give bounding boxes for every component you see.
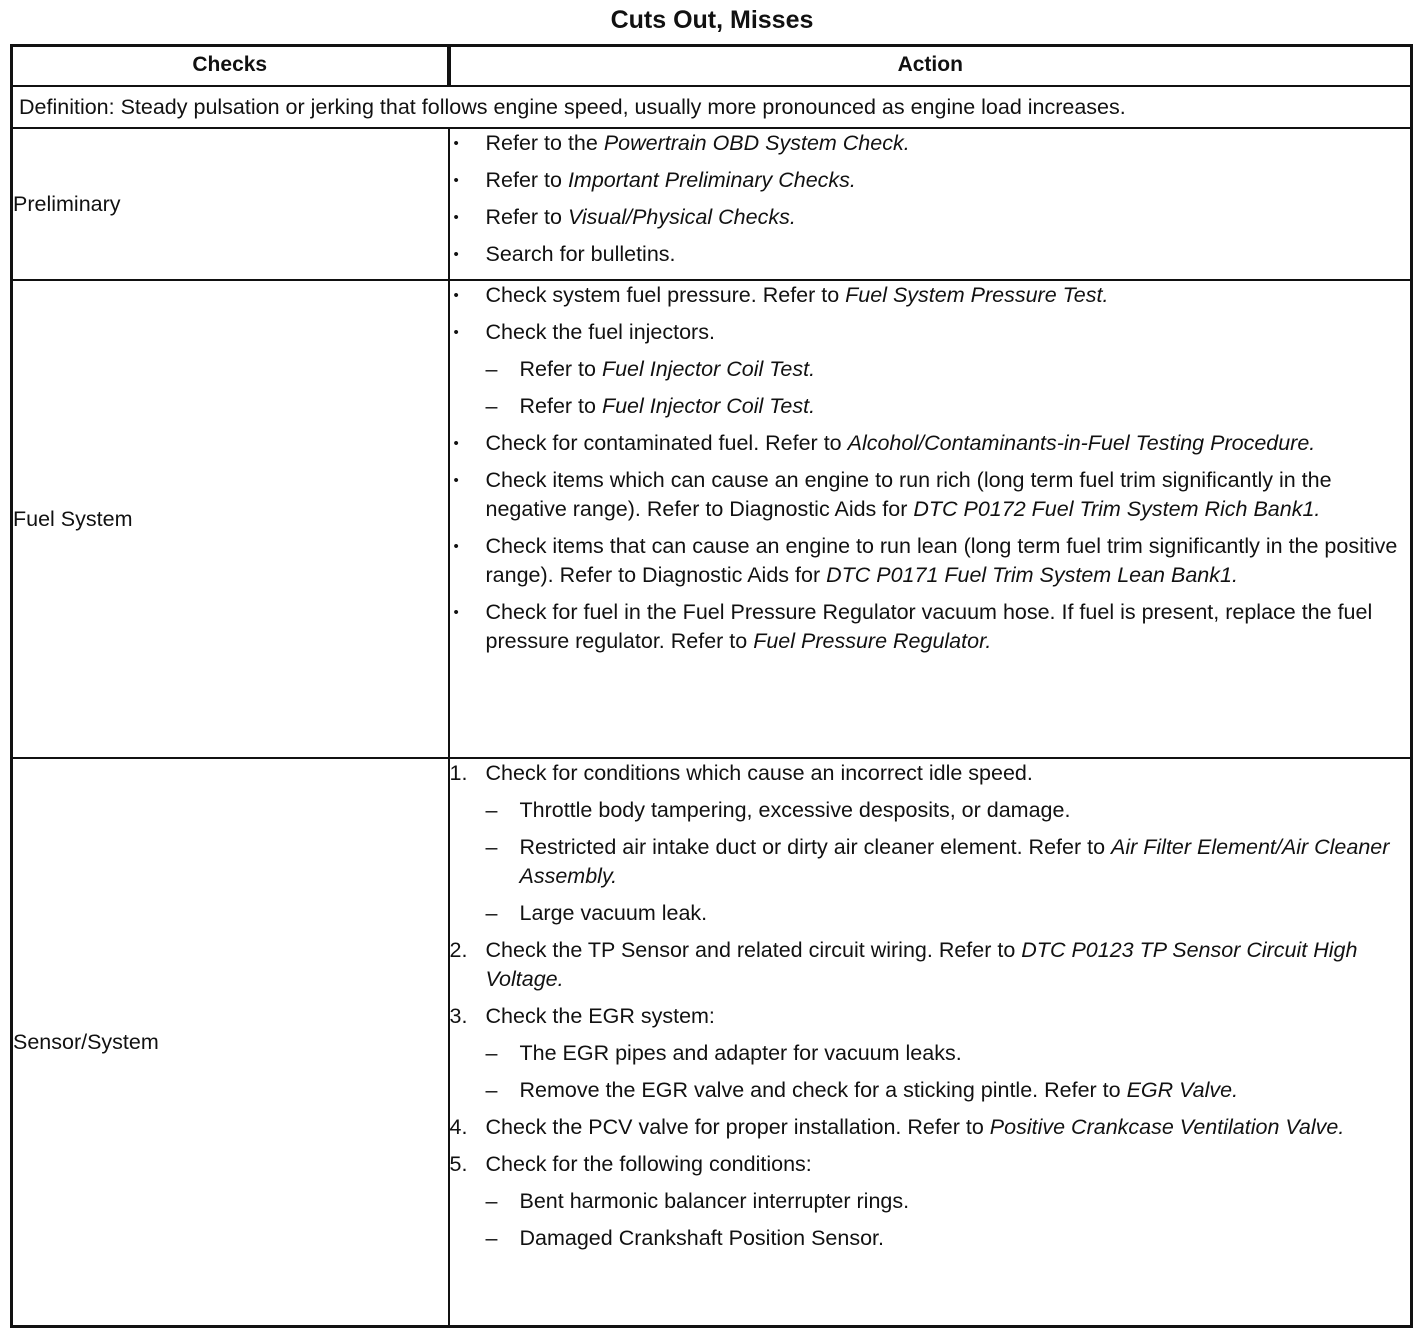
list-item: • Check for contaminated fuel. Refer to Alcohol/Contaminants-in-Fuel Testing Procedure. (450, 429, 1411, 458)
reference-link: Important Preliminary Checks. (567, 168, 856, 192)
reference-link: DTC P0171 Fuel Trim System Lean Bank1. (826, 563, 1238, 587)
action-cell-sensor-system (449, 758, 1412, 1327)
dash-marker: – (485, 1041, 498, 1065)
numbered-step: 2. Check the TP Sensor and related circuit wiring. Refer to DTC P0123 TP Sensor Circuit High Voltage. (450, 936, 1411, 994)
numbered-step: 5. Check for the following conditions: – Bent harmonic balancer interrupter rings. – Damaged Crankshaft Position Sensor. (450, 1150, 1411, 1253)
numbered-step: 1. Check for conditions which cause an incorrect idle speed. – Throttle body tampering, excessive desposits, or damage. – Restricted air intake duct or dirty air cleaner element. Refer to Air Filter Element/Air Cleaner Assembly. – Large vacuum leak. (450, 759, 1411, 928)
check-label-preliminary: Preliminary (12, 128, 449, 280)
sub-list-item: – Refer to Fuel Injector Coil Test. (486, 392, 1411, 421)
bullet-marker: • (453, 538, 459, 555)
bullet-marker: • (453, 472, 459, 489)
dash-marker: – (485, 901, 498, 925)
sub-list-item: – Refer to Fuel Injector Coil Test. (486, 355, 1411, 384)
reference-link: EGR Valve. (1126, 1078, 1239, 1102)
dash-marker: – (485, 1226, 498, 1250)
step-number: 4. (449, 1115, 468, 1139)
table-row-preliminary (12, 128, 1412, 280)
list-item: • Check items that can cause an engine to run lean (long term fuel trim significantly in the positive range). Refer to Diagnostic Aids for DTC P0171 Fuel Trim System Lean Bank1. (450, 532, 1411, 590)
action-cell-fuel-system (449, 280, 1412, 758)
dash-marker: – (485, 835, 498, 859)
table-row-sensor-system (12, 758, 1412, 1327)
step-number: 2. (449, 938, 468, 962)
reference-link: Powertrain OBD System Check. (603, 131, 910, 155)
bullet-marker: • (453, 604, 459, 621)
reference-link: Fuel Pressure Regulator. (753, 629, 992, 653)
action-cell-preliminary (449, 128, 1412, 280)
reference-link: DTC P0123 TP Sensor Circuit High Voltage. (485, 938, 1358, 991)
checks-column-header: Checks (12, 46, 449, 87)
list-item: • Check items which can cause an engine to run rich (long term fuel trim significantly in the negative range). Refer to Diagnostic Aids for DTC P0172 Fuel Trim System Rich Bank1. (450, 466, 1411, 524)
reference-link: DTC P0172 Fuel Trim System Rich Bank1. (913, 497, 1321, 521)
page-title: Cuts Out, Misses (610, 6, 814, 34)
list-item: • Refer to the Powertrain OBD System Check. (450, 129, 1411, 158)
list-item: • Refer to Visual/Physical Checks. (450, 203, 1411, 232)
reference-link: Air Filter Element/Air Cleaner Assembly. (519, 835, 1390, 888)
step-number: 3. (449, 1004, 468, 1028)
sub-list-item: – Bent harmonic balancer interrupter rings. (486, 1187, 1411, 1216)
table-header-row (12, 46, 1412, 87)
numbered-step: 4. Check the PCV valve for proper installation. Refer to Positive Crankcase Ventilation Valve. (450, 1113, 1411, 1142)
reference-link: Fuel Injector Coil Test. (601, 357, 816, 381)
list-item: • Check for fuel in the Fuel Pressure Regulator vacuum hose. If fuel is present, replace the fuel pressure regulator. Refer to Fuel Pressure Regulator. (450, 598, 1411, 656)
definition-row (12, 86, 1412, 128)
sub-list-item: – The EGR pipes and adapter for vacuum leaks. (486, 1039, 1411, 1068)
list-item: • Search for bulletins. (450, 240, 1411, 269)
bullet-marker: • (453, 172, 459, 189)
step-number: 1. (449, 761, 468, 785)
definition-text: Definition: Steady pulsation or jerking that follows engine speed, usually more pronounced as engine load increases. (12, 86, 1412, 128)
bullet-marker: • (453, 246, 459, 263)
step-number: 5. (449, 1152, 468, 1176)
bullet-marker: • (453, 435, 459, 452)
list-item: • Check system fuel pressure. Refer to Fuel System Pressure Test. (450, 281, 1411, 310)
reference-link: Fuel System Pressure Test. (845, 283, 1109, 307)
bullet-marker: • (453, 287, 459, 304)
reference-link: Alcohol/Contaminants-in-Fuel Testing Procedure. (847, 431, 1316, 455)
list-item: • Refer to Important Preliminary Checks. (450, 166, 1411, 195)
reference-link: Fuel Injector Coil Test. (601, 394, 816, 418)
numbered-step: 3. Check the EGR system: – The EGR pipes and adapter for vacuum leaks. – Remove the EGR valve and check for a sticking pintle. Refer to EGR Valve. (450, 1002, 1411, 1105)
dash-marker: – (485, 394, 498, 418)
dash-marker: – (485, 357, 498, 381)
diagnostic-table (10, 44, 1413, 1328)
check-label-fuel-system: Fuel System (12, 280, 449, 758)
sub-list-item: – Large vacuum leak. (486, 899, 1411, 928)
check-label-sensor-system: Sensor/System (12, 758, 449, 1327)
sub-list-item: – Damaged Crankshaft Position Sensor. (486, 1224, 1411, 1253)
sub-list-item: – Restricted air intake duct or dirty air cleaner element. Refer to Air Filter Element/Air Cleaner Assembly. (486, 833, 1411, 891)
reference-link: Positive Crankcase Ventilation Valve. (989, 1115, 1345, 1139)
sub-list-item: – Throttle body tampering, excessive desposits, or damage. (486, 796, 1411, 825)
bullet-marker: • (453, 324, 459, 341)
table-row-fuel-system (12, 280, 1412, 758)
bullet-marker: • (453, 209, 459, 226)
action-column-header: Action (449, 46, 1412, 87)
reference-link: Visual/Physical Checks. (567, 205, 796, 229)
dash-marker: – (485, 798, 498, 822)
bullet-marker: • (453, 135, 459, 152)
dash-marker: – (485, 1189, 498, 1213)
list-item: • Check the fuel injectors. – Refer to Fuel Injector Coil Test. – Refer to Fuel Injector Coil Test. (450, 318, 1411, 421)
sub-list-item: – Remove the EGR valve and check for a sticking pintle. Refer to EGR Valve. (486, 1076, 1411, 1105)
dash-marker: – (485, 1078, 498, 1102)
